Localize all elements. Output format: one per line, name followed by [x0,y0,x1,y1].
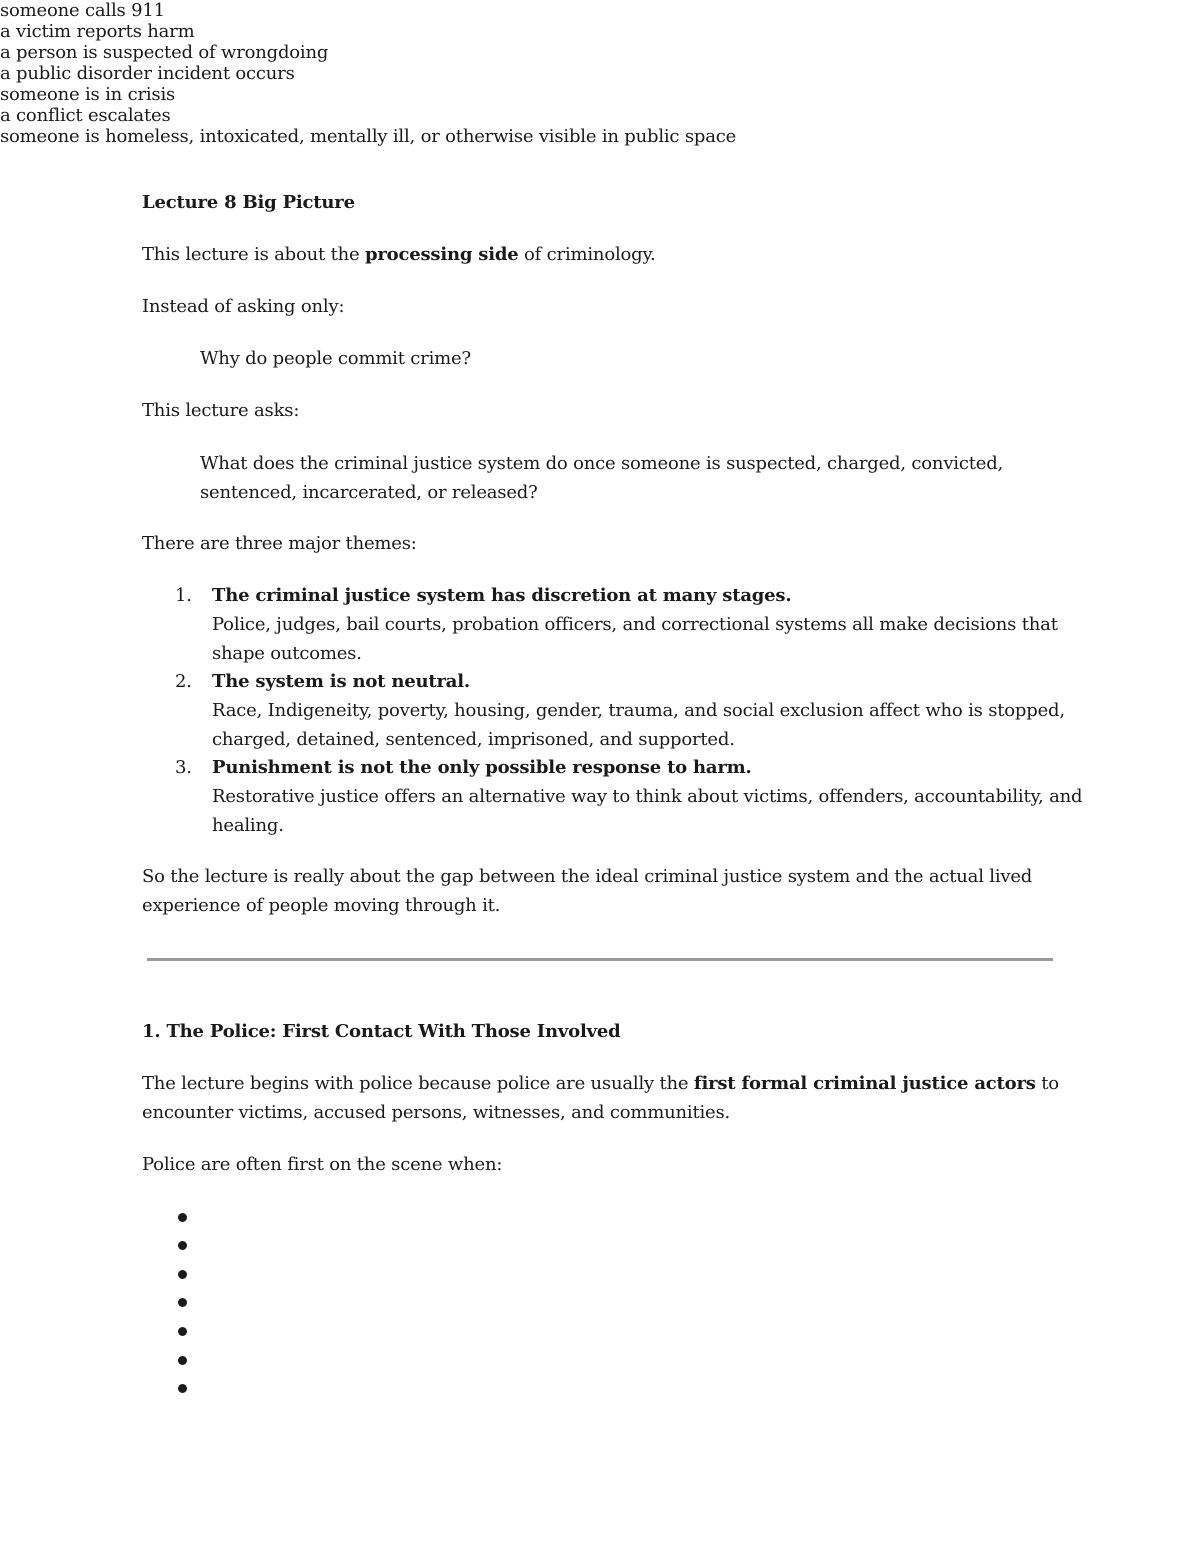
theme-text: charged, detained, sentenced, imprisoned, and supported. [212,729,735,750]
theme-heading: Punishment is not the only possible response to harm. [212,757,752,778]
police-paragraph [142,1069,1059,1127]
theme-number: 1. [175,585,192,606]
lecture-title: Lecture 8 Big Picture [142,192,355,213]
intro-emphasis: processing side [364,244,519,265]
theme-text: Police, judges, bail courts, probation officers, and correctional systems all make decisions that [212,614,1058,635]
question-one: Why do people commit crime? [200,348,471,369]
theme-heading: The system is not neutral. [212,671,470,692]
horizontal-divider [147,958,1053,961]
asks-paragraph: This lecture asks: [142,400,300,421]
list-item: someone is in crisis [0,84,176,105]
list-item: a person is suspected of wrongdoing [0,42,329,63]
theme-heading: The criminal justice system has discretion at many stages. [212,585,792,606]
theme-text: healing. [212,815,284,836]
summary-line: experience of people moving through it. [142,895,501,916]
question-two-line: What does the criminal justice system do once someone is suspected, charged, convicted, [200,453,1004,474]
police-text: The lecture begins with police because police are usually the [142,1073,694,1094]
instead-paragraph: Instead of asking only: [142,296,345,317]
bullet-dot-icon [178,1241,187,1250]
theme-item [212,753,1082,840]
summary-line: So the lecture is really about the gap between the ideal criminal justice system and the actual lived [142,866,1033,887]
list-item: a victim reports harm [0,21,195,42]
intro-text-end: of criminology. [518,244,656,265]
police-text-end: to [1035,1073,1059,1094]
summary-paragraph [142,862,1032,920]
bullet-list [0,0,1200,147]
section-heading: 1. The Police: First Contact With Those Involved [142,1021,621,1042]
bullet-dot-icon [178,1213,187,1222]
police-emphasis: first formal criminal justice actors [693,1073,1036,1094]
theme-text: Race, Indigeneity, poverty, housing, gender, trauma, and social exclusion affect who is stopped, [212,700,1065,721]
theme-text: shape outcomes. [212,643,362,664]
question-two-line: sentenced, incarcerated, or released? [200,482,538,503]
themes-intro: There are three major themes: [142,533,417,554]
theme-number: 2. [175,671,192,692]
intro-text: This lecture is about the [142,244,365,265]
bullet-dot-icon [178,1298,187,1307]
list-item: a public disorder incident occurs [0,63,295,84]
list-item: someone calls 911 [0,0,165,21]
police-line [142,1069,1059,1098]
intro-paragraph [142,240,656,269]
police-line: encounter victims, accused persons, witnesses, and communities. [142,1102,731,1123]
list-item: a conflict escalates [0,105,171,126]
bullet-dot-icon [178,1384,187,1393]
scene-paragraph: Police are often first on the scene when: [142,1154,503,1175]
theme-item [212,581,1058,668]
bullet-dot-icon [178,1327,187,1336]
theme-item [212,667,1065,754]
theme-number: 3. [175,757,192,778]
theme-text: Restorative justice offers an alternative way to think about victims, offenders, accountability, and [212,786,1083,807]
bullet-dot-icon [178,1356,187,1365]
question-two [200,449,1003,507]
list-item: someone is homeless, intoxicated, mentally ill, or otherwise visible in public space [0,126,737,147]
bullet-dot-icon [178,1270,187,1279]
